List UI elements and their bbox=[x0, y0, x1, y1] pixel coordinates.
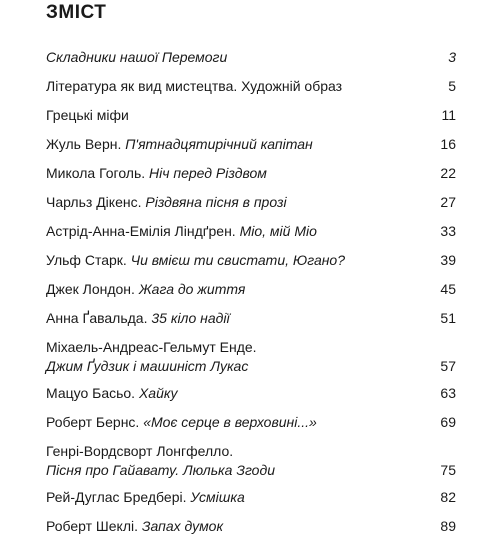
toc-entry-work: Хайку bbox=[138, 385, 178, 401]
toc-entry bbox=[46, 280, 456, 299]
toc-entry-text bbox=[46, 222, 432, 241]
toc-entry bbox=[46, 135, 456, 154]
toc-entry-page: 45 bbox=[440, 281, 456, 297]
toc-entry-title: Грецькі міфи bbox=[46, 107, 129, 123]
toc-entry-work: Усмішка bbox=[190, 489, 245, 505]
toc-entry-page: 82 bbox=[440, 489, 456, 505]
toc-entry-page: 3 bbox=[448, 49, 456, 65]
toc-entry-page: 27 bbox=[440, 194, 456, 210]
toc-entry-text bbox=[46, 251, 432, 270]
toc-entry-text bbox=[46, 135, 432, 154]
toc-entry-text bbox=[46, 517, 432, 536]
toc-entry-work: Міо, мій Міо bbox=[239, 223, 317, 239]
toc-entry bbox=[46, 222, 456, 241]
toc-entry-text bbox=[46, 309, 432, 328]
toc-entry-work: П'ятнадцятирічний капітан bbox=[125, 136, 313, 152]
toc-entry-page: 63 bbox=[440, 385, 456, 401]
toc-entry-page: 5 bbox=[448, 78, 456, 94]
toc-entry-work: «Моє серце в верховині...» bbox=[143, 414, 317, 430]
toc-entry-author: Мацуо Басьо. bbox=[46, 385, 139, 401]
toc-entry bbox=[46, 106, 456, 125]
toc-entry-work: Чи вмієш ти свистати, Югано? bbox=[130, 252, 346, 268]
toc-entry-author: Генрі-Вордсворт Лонгфелло. bbox=[46, 443, 234, 459]
toc-entry bbox=[46, 338, 456, 376]
toc-entry-text bbox=[46, 384, 432, 403]
toc-entry bbox=[46, 517, 456, 536]
toc-entry bbox=[46, 488, 456, 507]
toc-entry-text bbox=[46, 413, 432, 432]
toc-entry-page: 39 bbox=[440, 252, 456, 268]
toc-entry-text bbox=[46, 193, 432, 212]
toc-entry-author: Анна Ґавальда. bbox=[46, 310, 152, 326]
toc-entry-text bbox=[46, 280, 432, 299]
toc-entry-page: 22 bbox=[440, 165, 456, 181]
toc-entry-author: Рей-Дуглас Бредбері. bbox=[46, 489, 191, 505]
toc-entry-author: Жуль Верн. bbox=[46, 136, 126, 152]
toc-entry bbox=[46, 384, 456, 403]
toc-entry-text bbox=[46, 164, 432, 183]
toc-entry-page: 51 bbox=[440, 310, 456, 326]
toc-entry-work: Пісня про Гайавату. Люлька Згоди bbox=[46, 462, 275, 478]
toc-entry-author: Роберт Шеклі. bbox=[46, 518, 142, 534]
toc-entry bbox=[46, 77, 456, 96]
toc-entry-page: 69 bbox=[440, 414, 456, 430]
toc-entry-page: 57 bbox=[440, 358, 456, 374]
toc-entry-work: 35 кіло надії bbox=[151, 310, 230, 326]
toc-entry-author: Роберт Бернс. bbox=[46, 414, 144, 430]
toc-entry-work: Джим Ґудзик і машиніст Лукас bbox=[46, 358, 249, 374]
toc-entry-author: Міхаель-Андреас-Гельмут Енде. bbox=[46, 339, 257, 355]
toc-entry-title: Література як вид мистецтва. Художній образ bbox=[46, 78, 343, 94]
toc-entry-page: 89 bbox=[440, 518, 456, 534]
toc-entry-text bbox=[46, 488, 432, 507]
toc-entry-work: Ніч перед Різдвом bbox=[149, 165, 267, 181]
toc-entry bbox=[46, 309, 456, 328]
toc-entry-work: Запах думок bbox=[141, 518, 224, 534]
toc-entry-author: Ульф Старк. bbox=[46, 252, 131, 268]
toc-entry-page: 16 bbox=[440, 136, 456, 152]
toc-entry-page: 75 bbox=[440, 462, 456, 478]
toc-entry-page: 11 bbox=[441, 107, 456, 123]
toc-entry-author: Микола Гоголь. bbox=[46, 165, 150, 181]
toc-entry-author: Чарльз Дікенс. bbox=[46, 194, 146, 210]
toc-entry-page: 33 bbox=[440, 223, 456, 239]
toc-entry-work: Жага до життя bbox=[138, 281, 246, 297]
toc-entry-text bbox=[46, 338, 432, 376]
toc-entry-text bbox=[46, 442, 432, 480]
toc-entry bbox=[46, 413, 456, 432]
toc-entry bbox=[46, 48, 456, 67]
toc-heading: ЗМІСТ bbox=[46, 2, 107, 23]
toc-entry-work: Різдвяна пісня в прозі bbox=[145, 194, 287, 210]
toc-entry bbox=[46, 251, 456, 270]
toc-entry bbox=[46, 164, 456, 183]
toc-entry-author: Джек Лондон. bbox=[46, 281, 139, 297]
toc-entry bbox=[46, 442, 456, 480]
toc-list bbox=[46, 48, 456, 546]
toc-entry-author: Астрід-Анна-Емілія Ліндґрен. bbox=[46, 223, 240, 239]
toc-entry bbox=[46, 193, 456, 212]
toc-entry-title: Складники нашої Перемоги bbox=[46, 49, 228, 65]
